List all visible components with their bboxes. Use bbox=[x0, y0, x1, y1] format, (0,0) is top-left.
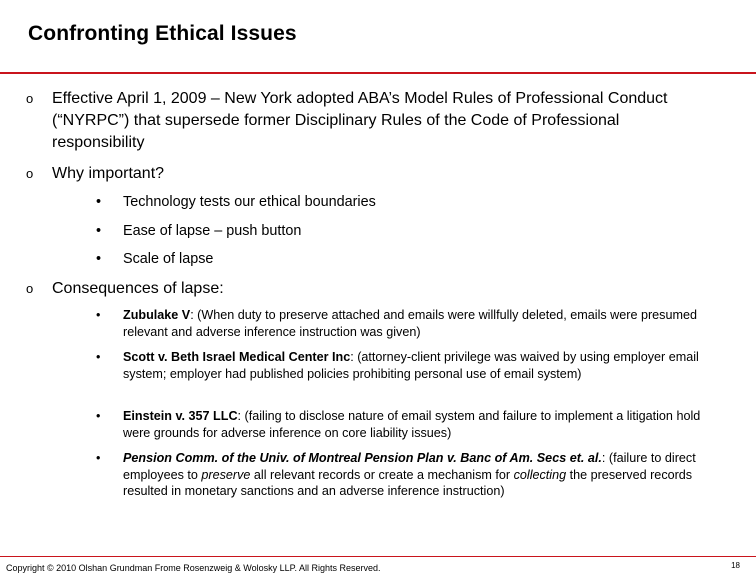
sub-bullet-text: Technology tests our ethical boundaries bbox=[123, 194, 376, 210]
slide-title: Confronting Ethical Issues bbox=[28, 22, 297, 45]
bullet-aba-rules bbox=[26, 88, 716, 154]
sub-bullet-ease bbox=[96, 223, 716, 240]
bullet-dot: • bbox=[96, 409, 101, 423]
case-detail: : (failure to direct employees to bbox=[123, 451, 696, 482]
footer-copyright: Copyright © 2010 Olshan Grundman Frome Rosenzweig & Wolosky LLP. All Rights Reserved. bbox=[6, 563, 381, 573]
case-emphasis: preserve bbox=[201, 467, 251, 482]
case-detail: the preserved records resulted in monetary sanctions and an adverse inference instruction) bbox=[123, 467, 693, 499]
case-name: Scott v. Beth Israel Medical Center Inc bbox=[123, 350, 351, 364]
sub-bullet-text: Ease of lapse – push button bbox=[123, 223, 302, 239]
bullet-text: Why important? bbox=[52, 165, 165, 182]
bullet-dot: • bbox=[96, 223, 102, 239]
bullet-dot: • bbox=[96, 451, 101, 465]
sub-bullet-text: Scale of lapse bbox=[123, 251, 214, 267]
bullet-dot: • bbox=[96, 308, 101, 322]
case-detail: : (attorney-client privilege was waived by using employer email system; employer had published policies prohibiting personal use of email system) bbox=[123, 350, 699, 381]
case-emphasis: collecting bbox=[513, 467, 567, 482]
case-einstein bbox=[96, 408, 716, 441]
bullet-consequences bbox=[26, 278, 716, 300]
sub-bullet-scale bbox=[96, 251, 716, 268]
case-pension-comm bbox=[96, 450, 716, 500]
bullet-dot: • bbox=[96, 350, 101, 364]
sub-bullet-technology bbox=[96, 194, 716, 211]
footer-divider bbox=[0, 556, 756, 557]
case-detail: : (failing to disclose nature of email system and failure to implement a litigation hold were grounds for adverse inference on core liability issues) bbox=[123, 409, 701, 440]
bullet-marker: o bbox=[26, 281, 34, 296]
case-name: Einstein v. 357 LLC bbox=[123, 409, 238, 423]
bullet-dot: • bbox=[96, 194, 102, 210]
case-scott bbox=[96, 349, 716, 382]
title-divider bbox=[0, 72, 756, 74]
bullet-dot: • bbox=[96, 251, 102, 267]
bullet-marker: o bbox=[26, 91, 34, 106]
case-name: Zubulake V bbox=[123, 308, 191, 322]
bullet-marker: o bbox=[26, 166, 34, 181]
case-zubulake bbox=[96, 307, 716, 340]
page-number: 18 bbox=[731, 561, 740, 570]
case-detail: all relevant records or create a mechanism for bbox=[250, 467, 514, 482]
bullet-text: Consequences of lapse: bbox=[52, 280, 224, 297]
bullet-text: Effective April 1, 2009 – New York adopted ABA’s Model Rules of Professional Conduct (“NYRPC”) that supersede former Disciplinary Rules of the Code of Professional responsibility bbox=[52, 90, 668, 151]
case-detail: : (When duty to preserve attached and emails were willfully deleted, emails were presumed relevant and adverse inference instruction was given) bbox=[123, 308, 697, 339]
case-name: Pension Comm. of the Univ. of Montreal Pension Plan v. Banc of Am. Secs et. al. bbox=[123, 451, 602, 465]
bullet-why-important bbox=[26, 163, 716, 185]
